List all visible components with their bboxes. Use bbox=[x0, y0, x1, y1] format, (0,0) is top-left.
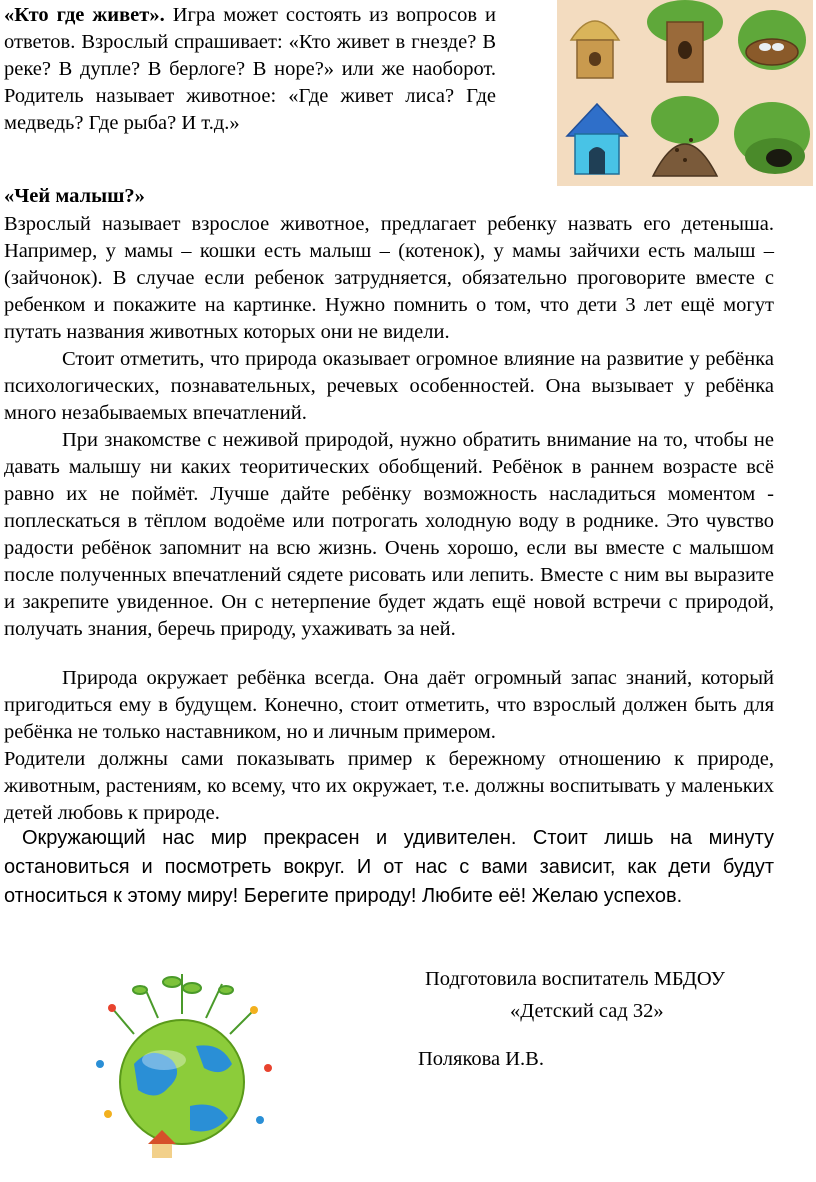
signature-line-1: Подготовила воспитатель МБДОУ bbox=[425, 968, 726, 990]
paragraph-nature-surrounds-part1: Природа окружает ребёнка всегда. Она даёт огромный запас знаний, который пригодиться ему в будущем. Конечно, стоит отметить, что взрослый должен быть для ребёнка не только наставником, но и личным примером. bbox=[4, 667, 774, 743]
globe-icon bbox=[120, 1020, 244, 1144]
signature-line-2: «Детский сад 32» bbox=[510, 1000, 664, 1022]
straw-hut-icon bbox=[571, 21, 619, 78]
paragraph-nature-surrounds bbox=[4, 665, 774, 827]
animal-homes-illustration bbox=[557, 0, 813, 186]
game-description-who-lives-where: Игра может состоять из вопросов и ответов. Взрослый спрашивает: «Кто живет в гнезде? В реке? В дупле? В берлоге? В норе?» или же наоборот. Родитель называет животное: «Где живет лиса? Где медведь? Где рыба? И т.д.» bbox=[4, 4, 496, 134]
game-title-whose-baby: «Чей малыш?» bbox=[4, 185, 145, 207]
game-title-who-lives-where: «Кто где живет». bbox=[4, 4, 165, 26]
eco-earth-illustration bbox=[72, 964, 292, 1166]
signature-name: Полякова И.В. bbox=[418, 1048, 544, 1070]
paragraph-nature-influence: Стоит отметить, что природа оказывает огромное влияние на развитие у ребёнка психологических, познавательных, речевых особенностей. Она вызывает у ребёнка много незабываемых впечатлений. bbox=[4, 348, 774, 424]
paragraph-inanimate-nature: При знакомстве с неживой природой, нужно обратить внимание на то, чтобы не давать малышу ни каких теоритических обобщений. Ребёнок в раннем возрасте всё равно их не поймёт. Лучше дайте ребёнку возможность насладиться моментом - поплескаться в тёплом водоёме или потрогать холодную воду в роднике. Это чувство радости ребёнок запомнит на всю жизнь. Очень хорошо, если вы вместе с малышом после полученных впечатлений сядете рисовать или лепить. Вместе с ним вы выразите и закрепите увиденное. Он с нетерпение будет ждать ещё новой встречи с природой, получать знания, беречь природу, ухаживать за ней. bbox=[4, 429, 774, 640]
paragraph-parents-example: Родители должны сами показывать пример к бережному отношению к природе, животным, растениям, ко всему, что их окружает, т.е. должны воспитывать у маленьких детей любовь к природе. bbox=[4, 748, 774, 824]
game-description-whose-baby: Взрослый называет взрослое животное, предлагает ребенку назвать его детеныша. Например, у мамы – кошки есть малыш – (котенок), у мамы зайчихи есть малыш – (зайчонок). В случае если ребенок затрудняется, обязательно проговорите вместе с ребенком и покажите на картинке. Нужно помнить о том, что дети 3 лет ещё могут путать названия животных которых они не видели. bbox=[4, 213, 774, 343]
paragraph-game-who-lives-where bbox=[4, 2, 496, 137]
bird-nest-icon bbox=[738, 10, 806, 70]
anthill-icon bbox=[651, 96, 719, 176]
closing-paragraph: Окружающий нас мир прекрасен и удивителен. Стоит лишь на минуту остановиться и посмотреть вокруг. И от нас с вами зависит, как дети будут относиться к этому миру! Берегите природу! Любите её! Желаю успехов. bbox=[4, 827, 774, 907]
